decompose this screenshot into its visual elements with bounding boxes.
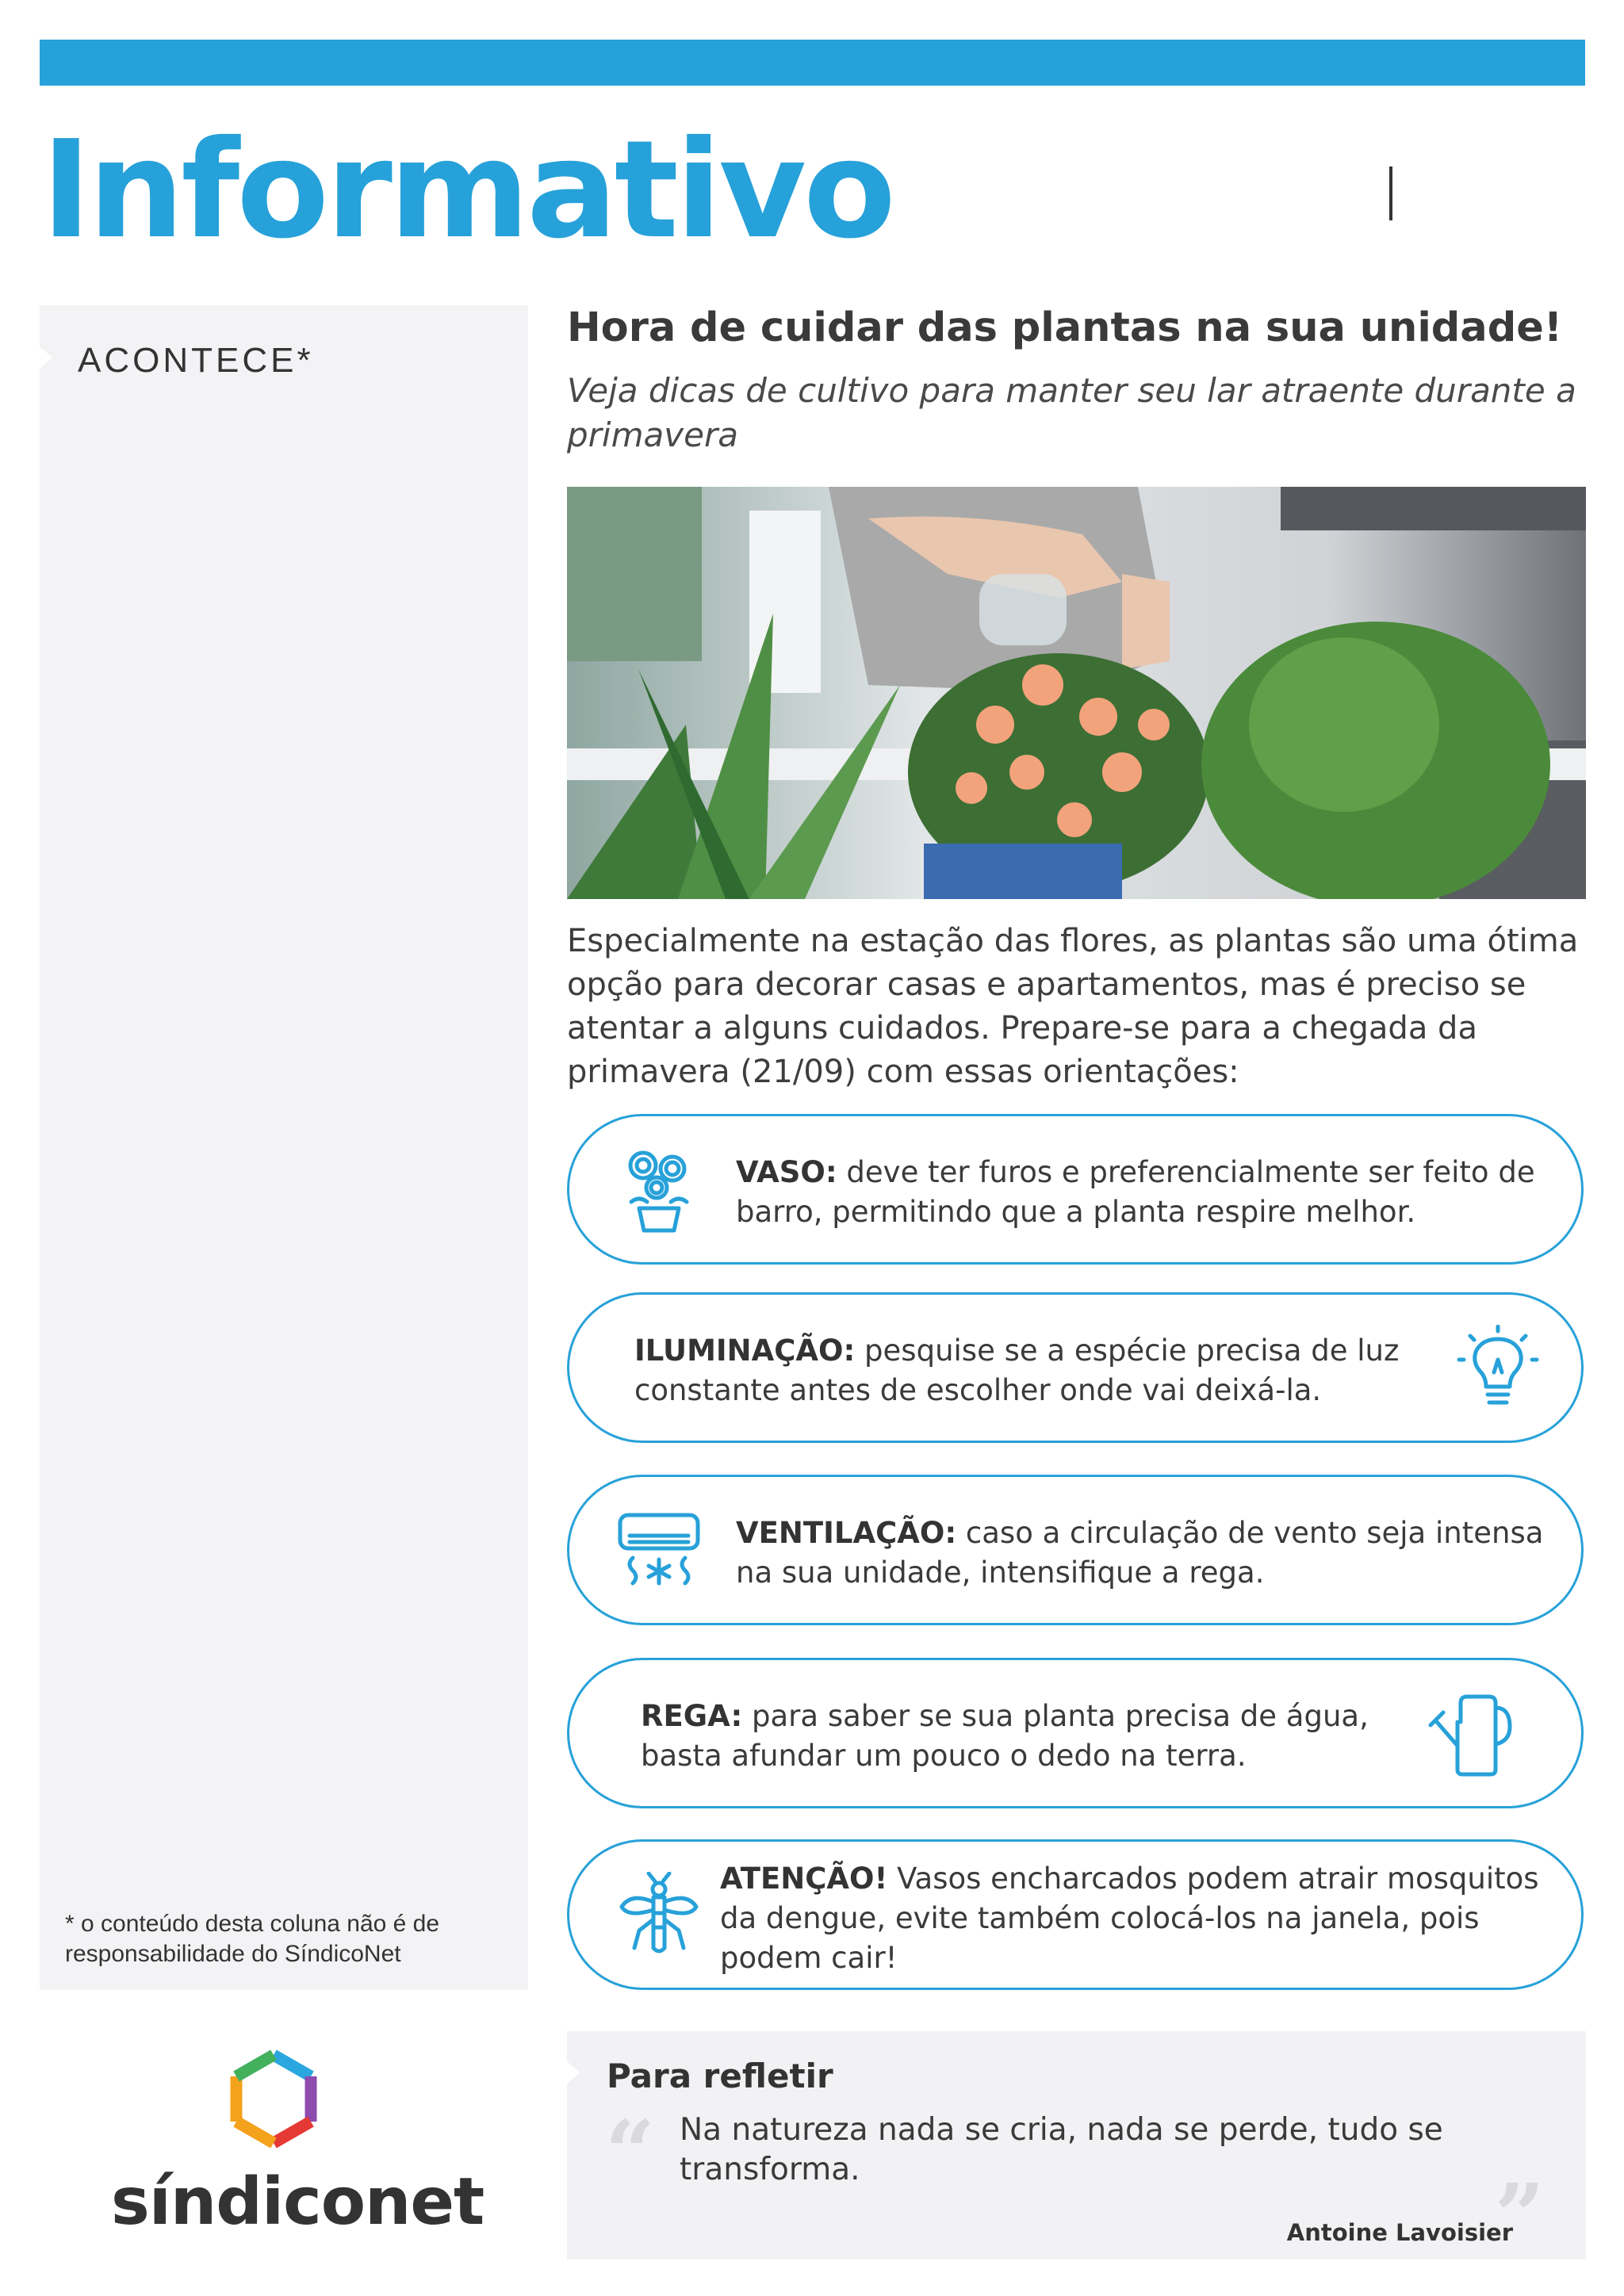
tip-iluminacao-label: ILUMINAÇÃO: <box>634 1334 856 1368</box>
watering-can-icon <box>1426 1690 1513 1777</box>
tip-ventilacao-text <box>736 1513 1545 1593</box>
tip-rega-label: REGA: <box>641 1699 743 1733</box>
article-headline: Hora de cuidar das plantas na sua unidade! <box>567 304 1563 351</box>
flower-pot-icon <box>615 1146 703 1234</box>
sidebar-notch <box>40 346 52 369</box>
tip-rega <box>567 1658 1584 1808</box>
tip-iluminacao-text <box>634 1331 1427 1410</box>
tip-rega-body: para saber se sua planta precisa de água, basta afundar um pouco o dedo na terra. <box>641 1699 1369 1773</box>
tip-atencao-text <box>720 1859 1561 1978</box>
tip-iluminacao <box>567 1292 1584 1443</box>
brand-name: síndiconet <box>111 2164 485 2240</box>
top-accent-bar <box>40 40 1585 86</box>
tip-ventilacao-label: VENTILAÇÃO: <box>736 1516 957 1550</box>
reflection-quote: Na natureza nada se cria, nada se perde, tudo se transforma. <box>680 2112 1443 2187</box>
article-subheadline: Veja dicas de cultivo para manter seu lar atraente durante a primavera <box>567 371 1576 454</box>
reflection-author: Antoine Lavoisier <box>1286 2219 1513 2246</box>
sidebar-footnote: * o conteúdo desta coluna não é de responsabilidade do SíndicoNet <box>65 1911 440 1967</box>
sidebar-acontece <box>40 305 528 1990</box>
sindiconet-logo <box>103 2038 485 2275</box>
tip-atencao <box>567 1839 1584 1990</box>
close-quote-icon: ” <box>1494 2164 1545 2267</box>
reflection-notch <box>567 2061 580 2084</box>
tip-iluminacao-body: pesquise se a espécie precisa de luz constante antes de escolher onde vai deixá-la. <box>634 1334 1400 1407</box>
tip-atencao-body: Vasos encharcados podem atrair mosquitos da dengue, evite também colocá-los na janela, pois podem cair! <box>720 1862 1539 1975</box>
reflection-title: Para refletir <box>607 2057 833 2095</box>
tip-ventilacao-body: caso a circulação de vento seja intensa na sua unidade, intensifique a rega. <box>736 1516 1544 1590</box>
tip-vaso-body: deve ter furos e preferencialmente ser feito de barro, permitindo que a planta respire melhor. <box>736 1155 1535 1229</box>
mosquito-icon <box>615 1872 703 1959</box>
page-title: Informativo <box>41 112 893 269</box>
hexagon-logo-icon <box>222 2045 325 2156</box>
light-bulb-icon <box>1454 1325 1542 1412</box>
plants-photo <box>567 487 1586 899</box>
air-conditioner-icon <box>615 1507 703 1594</box>
tip-vaso-label: VASO: <box>736 1155 837 1189</box>
article-intro: Especialmente na estação das flores, as plantas são uma ótima opção para decorar casas e apartamentos, mas é preciso se atentar a alguns cuidados. Prepare-se para a chegada da primavera (21/09) com essas orientações: <box>567 923 1579 1090</box>
tip-ventilacao <box>567 1475 1584 1625</box>
text-cursor-mark <box>1389 166 1392 220</box>
open-quote-icon: “ <box>605 2101 656 2203</box>
sidebar-title: ACONTECE* <box>78 341 314 380</box>
tip-rega-text <box>641 1697 1418 1776</box>
reflection-box <box>567 2031 1586 2267</box>
tip-vaso-text <box>736 1153 1537 1232</box>
tip-vaso <box>567 1114 1584 1265</box>
tip-atencao-label: ATENÇÃO! <box>720 1862 888 1896</box>
